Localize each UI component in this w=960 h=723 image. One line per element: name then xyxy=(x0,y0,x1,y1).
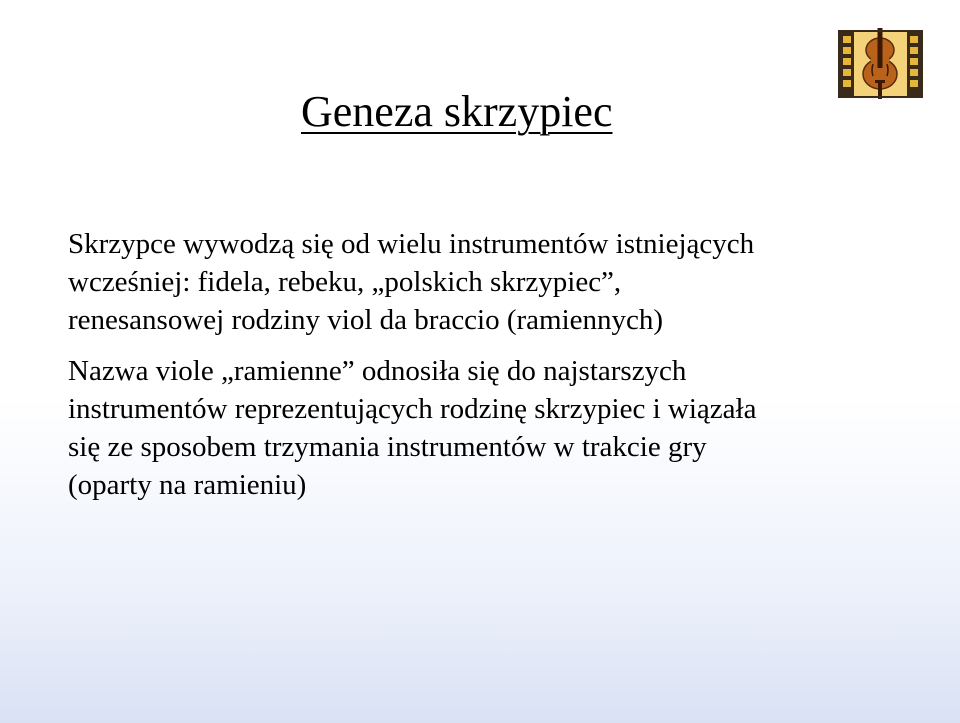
slide-body xyxy=(68,225,948,517)
film-strip-violin-icon xyxy=(838,26,923,101)
paragraph-origin: Skrzypce wywodzą się od wielu instrumentów istniejących wcześniej: fidela, rebeku, „polskich skrzypiec”, renesansowej rodziny viol da braccio (ramiennych) xyxy=(68,228,755,336)
paragraph-name: Nazwa viole „ramienne” odnosiła się do najstarszych instrumentów reprezentujących rodzinę skrzypiec i wiązała się ze sposobem trzymania instrumentów w trakcie gry (oparty na ramieniu) xyxy=(68,355,757,501)
slide-title: Geneza skrzypiec xyxy=(301,87,613,136)
